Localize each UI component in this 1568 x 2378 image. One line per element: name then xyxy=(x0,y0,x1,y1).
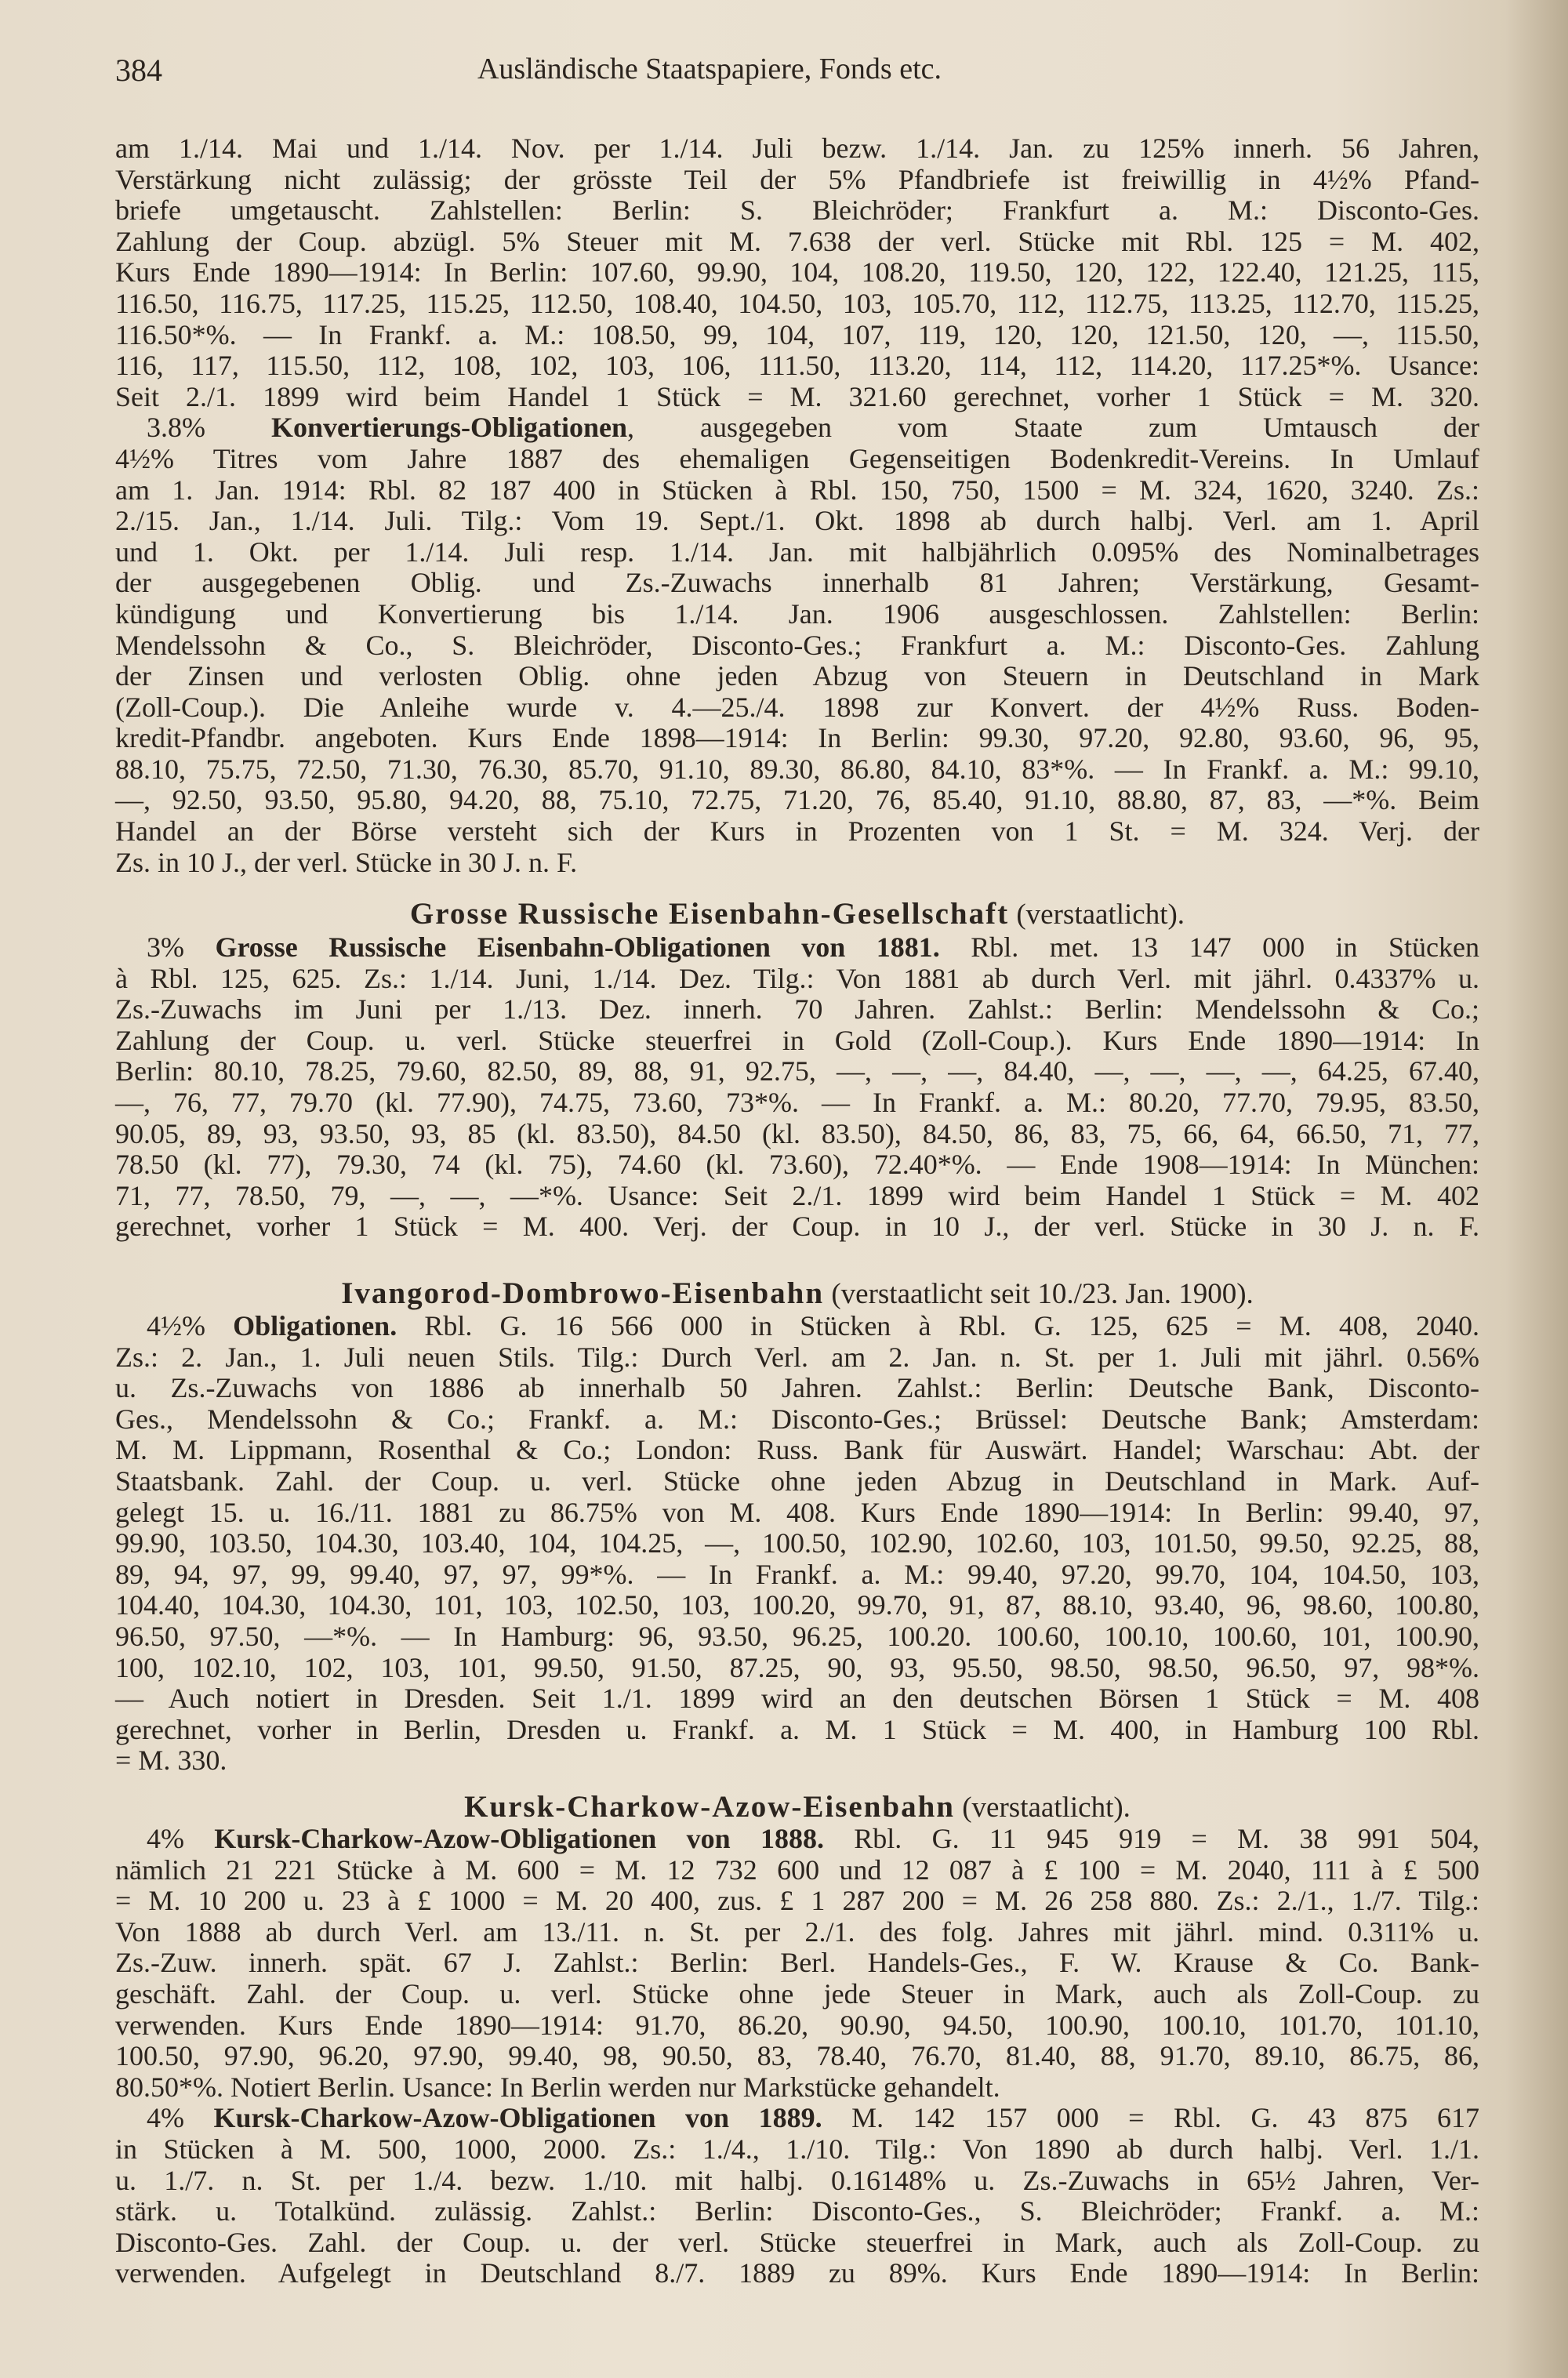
text-segment: 104.40, 104.30, 104.30, 101, 103, 102.50, 103, 100.20, 99.70, 91, 87, 88.10, 93.40, 96, 98.60, 100.80, xyxy=(115,1589,1479,1621)
text-segment: Berlin: 80.10, 78.25, 79.60, 82.50, 89, 88, 91, 92.75, —, —, —, 84.40, —, —, —, —, 64.25, 67.40, xyxy=(115,1055,1479,1087)
text-segment: Zs.-Zuwachs im Juni per 1./13. Dez. innerh. 70 Jahren. Zahlst.: Berlin: Mendelssohn & Co.; xyxy=(115,993,1479,1026)
text-segment: gelegt 15. u. 16./11. 1881 zu 86.75% von M. 408. Kurs Ende 1890—1914: In Berlin: 99.40, 97, xyxy=(115,1496,1479,1528)
text-line xyxy=(115,1342,1479,1374)
text-segment: in Stücken à M. 500, 1000, 2000. Zs.: 1./4., 1./10. Tilg.: Von 1890 ab durch halbj. Verl. 1./1. xyxy=(115,2133,1479,2165)
text-segment: der ausgegebenen Oblig. und Zs.-Zuwachs innerhalb 81 Jahren; Verstärkung, Gesamt- xyxy=(115,567,1479,599)
text-segment: Disconto-Ges. Zahl. der Coup. u. der verl. Stücke steuerfrei in Mark, auch als Zoll-Coup. zu xyxy=(115,2226,1479,2258)
text-line xyxy=(115,537,1479,568)
text-line xyxy=(115,506,1479,537)
text-line xyxy=(115,2041,1479,2072)
text-line xyxy=(115,382,1479,413)
text-segment: M. 142 157 000 = Rbl. G. 43 875 617 xyxy=(822,2102,1479,2134)
bold-title: Grosse Russische Eisenbahn-Obligationen von 1881. xyxy=(215,931,940,963)
text-segment: , ausgegeben vom Staate zum Umtausch der xyxy=(627,412,1479,444)
text-segment: 78.50 (kl. 77), 79.30, 74 (kl. 75), 74.60 (kl. 73.60), 72.40*%. — Ende 1908—1914: In München: xyxy=(115,1149,1479,1181)
text-segment: stärk. u. Totalkünd. zulässig. Zahlst.: Berlin: Disconto-Ges., S. Bleichröder; Frankf. a. M.: xyxy=(115,2195,1479,2227)
text-line xyxy=(115,1026,1479,1057)
text-segment: und 1. Okt. per 1./14. Juli resp. 1./14. Jan. mit halbjährlich 0.095% des Nominalbetrages xyxy=(115,536,1479,568)
text-segment: 116.50*%. — In Frankf. a. M.: 108.50, 99, 104, 107, 119, 120, 120, 121.50, 120, —, 115.50, xyxy=(115,318,1479,350)
text-segment: 4% xyxy=(147,1823,215,1854)
text-line xyxy=(115,1087,1479,1119)
text-line xyxy=(115,2072,1479,2104)
text-line xyxy=(115,932,1479,964)
section-heading-grosse-russische-eisenbahn xyxy=(115,899,1479,930)
text-segment: (verstaatlicht). xyxy=(954,1792,1131,1824)
text-line xyxy=(115,1745,1479,1777)
text-segment: geschäft. Zahl. der Coup. u. verl. Stücke ohne jede Steuer in Mark, auch als Zoll-Coup. zu xyxy=(115,1977,1479,2010)
text-line xyxy=(115,1466,1479,1498)
running-title: Ausländische Staatspapiere, Fonds etc. xyxy=(477,53,942,85)
text-line xyxy=(115,1056,1479,1087)
text-line xyxy=(115,1715,1479,1746)
text-segment: 3% xyxy=(147,931,216,963)
text-line xyxy=(115,1683,1479,1715)
text-line xyxy=(115,848,1479,879)
text-line xyxy=(115,1948,1479,1979)
text-line xyxy=(115,289,1479,320)
text-segment: Zs. in 10 J., der verl. Stücke in 30 J. n. F. xyxy=(115,846,578,878)
text-line xyxy=(115,2010,1479,2042)
text-line xyxy=(115,2258,1479,2289)
text-segment: 99.90, 103.50, 104.30, 103.40, 104, 104.25, —, 100.50, 102.90, 102.60, 103, 101.50, 99.50, 92.25, 88, xyxy=(115,1527,1479,1559)
text-segment: 71, 77, 78.50, 79, —, —, —*%. Usance: Seit 2./1. 1899 wird beim Handel 1 Stück = M. 402 xyxy=(115,1179,1479,1211)
bold-title: Konvertierungs-Obligationen xyxy=(271,412,628,444)
text-segment: Zahlung der Coup. abzügl. 5% Steuer mit M. 7.638 der verl. Stücke mit Rbl. 125 = M. 402, xyxy=(115,225,1479,257)
text-segment: u. Zs.-Zuwachs von 1886 ab innerhalb 50 Jahren. Zahlst.: Berlin: Deutsche Bank, Disconto- xyxy=(115,1372,1479,1404)
text-segment: 4% xyxy=(147,2102,214,2134)
text-line xyxy=(115,165,1479,196)
text-line xyxy=(115,692,1479,724)
text-line xyxy=(115,630,1479,662)
text-segment: 96.50, 97.50, —*%. — In Hamburg: 96, 93.50, 96.25, 100.20. 100.60, 100.10, 100.60, 101, 100.90, xyxy=(115,1620,1479,1652)
text-segment: = M. 330. xyxy=(115,1744,227,1777)
text-line xyxy=(115,1404,1479,1436)
entry-continuation-and-konvertierungs-obligationen xyxy=(115,133,1479,878)
text-segment: am 1./14. Mai und 1./14. Nov. per 1./14. Juli bezw. 1./14. Jan. zu 125% innerh. 56 Jahren, xyxy=(115,133,1479,164)
entry-ivangorod-obligationen xyxy=(115,1311,1479,1777)
bold-title: Kursk-Charkow-Azow-Eisenbahn xyxy=(464,1790,955,1824)
text-line xyxy=(115,568,1479,599)
text-segment: (verstaatlicht). xyxy=(1009,899,1185,931)
section-heading-kursk-charkow-azow xyxy=(115,1792,1479,1823)
text-line xyxy=(115,1590,1479,1621)
text-segment: —, 92.50, 93.50, 95.80, 94.20, 88, 75.10, 72.75, 71.20, 76, 85.40, 91.10, 88.80, 87, 83, —*%. Beim xyxy=(115,784,1479,816)
heading-line xyxy=(115,1792,1479,1823)
text-line xyxy=(115,1979,1479,2010)
text-line xyxy=(115,257,1479,289)
text-line xyxy=(115,412,1479,444)
text-segment: Handel an der Börse versteht sich der Kurs in Prozenten von 1 St. = M. 324. Verj. der xyxy=(115,815,1479,848)
text-segment: 4½% Titres vom Jahre 1887 des ehemaligen Gegenseitigen Bodenkredit-Vereins. In Umlauf xyxy=(115,442,1479,474)
text-segment: Verstärkung nicht zulässig; der grösste Teil der 5% Pfandbriefe ist freiwillig in 4½% Pfand- xyxy=(115,163,1479,195)
text-line xyxy=(115,1528,1479,1559)
text-segment: Rbl. G. 16 566 000 in Stücken à Rbl. G. 125, 625 = M. 408, 2040. xyxy=(397,1310,1479,1341)
text-line xyxy=(115,2227,1479,2259)
text-segment: Kurs Ende 1890—1914: In Berlin: 107.60, 99.90, 104, 108.20, 119.50, 120, 122, 122.40, 121.25, 115, xyxy=(115,256,1479,289)
text-line xyxy=(115,475,1479,506)
text-segment: 90.05, 89, 93, 93.50, 93, 85 (kl. 83.50), 84.50 (kl. 83.50), 84.50, 86, 83, 75, 66, 64, 66.50, 71, 77, xyxy=(115,1117,1479,1149)
text-segment: nämlich 21 221 Stücke à M. 600 = M. 12 732 600 und 12 087 à £ 100 = M. 2040, 111 à £ 500 xyxy=(115,1853,1479,1886)
text-line xyxy=(115,2166,1479,2197)
text-segment: 4½% xyxy=(147,1310,234,1341)
entry-grosse-russische-obligationen xyxy=(115,932,1479,1243)
text-segment: à Rbl. 125, 625. Zs.: 1./14. Juni, 1./14. Dez. Tilg.: Von 1881 ab durch Verl. mit jährl. 0.4337% u. xyxy=(115,962,1479,994)
bold-title: Kursk-Charkow-Azow-Obligationen von 1889. xyxy=(213,2102,822,2134)
text-line xyxy=(115,723,1479,754)
section-heading-ivangorod-dombrowo xyxy=(115,1278,1479,1309)
text-segment: u. 1./7. n. St. per 1./4. bezw. 1./10. mit halbj. 0.16148% u. Zs.-Zuwachs in 65½ Jahren, Ver- xyxy=(115,2164,1479,2196)
bold-title: Grosse Russische Eisenbahn-Gesellschaft xyxy=(409,897,1010,931)
text-segment: 89, 94, 97, 99, 99.40, 97, 97, 99*%. — In Frankf. a. M.: 99.40, 97.20, 99.70, 104, 104.50, 103, xyxy=(115,1558,1479,1590)
text-segment: Von 1888 ab durch Verl. am 13./11. n. St. per 2./1. des folg. Jahres mit jährl. mind. 0.311% u. xyxy=(115,1915,1479,1948)
text-line xyxy=(115,1149,1479,1181)
text-line xyxy=(115,964,1479,995)
text-line xyxy=(115,1181,1479,1212)
text-line xyxy=(115,661,1479,692)
text-segment: —, 76, 77, 79.70 (kl. 77.90), 74.75, 73.60, 73*%. — In Frankf. a. M.: 80.20, 77.70, 79.95, 83.50, xyxy=(115,1086,1479,1118)
text-line xyxy=(115,1435,1479,1466)
text-line xyxy=(115,994,1479,1026)
text-segment: gerechnet, vorher 1 Stück = M. 400. Verj. der Coup. in 10 J., der verl. Stücke in 30 J. n. F. xyxy=(115,1211,1479,1243)
text-segment: = M. 10 200 u. 23 à £ 1000 = M. 20 400, zus. £ 1 287 200 = M. 26 258 880. Zs.: 2./1., 1./7. Tilg.: xyxy=(115,1885,1479,1917)
text-line xyxy=(115,1855,1479,1886)
text-line xyxy=(115,2134,1479,2166)
entry-kursk-charkow-azow-obligationen xyxy=(115,1824,1479,2289)
text-line xyxy=(115,1498,1479,1529)
text-line xyxy=(115,1824,1479,1855)
text-segment: gerechnet, vorher in Berlin, Dresden u. Frankf. a. M. 1 Stück = M. 400, in Hamburg 100 Rbl. xyxy=(115,1713,1479,1745)
text-segment: verwenden. Kurs Ende 1890—1914: 91.70, 86.20, 90.90, 94.50, 100.90, 100.10, 101.70, 101.10, xyxy=(115,2009,1479,2041)
text-segment: 100.50, 97.90, 96.20, 97.90, 99.40, 98, 90.50, 83, 78.40, 76.70, 81.40, 88, 91.70, 89.10, 86.75, 86, xyxy=(115,2040,1479,2072)
text-line xyxy=(115,816,1479,848)
text-segment: kündigung und Konvertierung bis 1./14. Jan. 1906 ausgeschlossen. Zahlstellen: Berlin: xyxy=(115,597,1479,630)
text-segment: Zs.: 2. Jan., 1. Juli neuen Stils. Tilg.: Durch Verl. am 2. Jan. n. St. per 1. Juli mit jährl. 0.56% xyxy=(115,1341,1479,1373)
text-line xyxy=(115,350,1479,382)
text-segment: kredit-Pfandbr. angeboten. Kurs Ende 1898—1914: In Berlin: 99.30, 97.20, 92.80, 93.60, 96, 95, xyxy=(115,722,1479,754)
heading-line xyxy=(115,899,1479,930)
text-segment: Mendelssohn & Co., S. Bleichröder, Disconto-Ges.; Frankfurt a. M.: Disconto-Ges. Zahlung xyxy=(115,629,1479,661)
text-segment: am 1. Jan. 1914: Rbl. 82 187 400 in Stücken à Rbl. 150, 750, 1500 = M. 324, 1620, 3240. Zs.: xyxy=(115,474,1479,506)
text-segment: (Zoll-Coup.). Die Anleihe wurde v. 4.—25./4. 1898 zur Konvert. der 4½% Russ. Boden- xyxy=(115,691,1479,723)
text-line xyxy=(115,1559,1479,1591)
text-line xyxy=(115,1653,1479,1684)
text-segment: — Auch notiert in Dresden. Seit 1./1. 1899 wird an den deutschen Börsen 1 Stück = M. 408 xyxy=(115,1683,1479,1715)
text-segment: 3.8% xyxy=(147,412,272,444)
text-segment: der Zinsen und verlosten Oblig. ohne jeden Abzug von Steuern in Deutschland in Mark xyxy=(115,660,1479,692)
text-segment: 116, 117, 115.50, 112, 108, 102, 103, 106, 111.50, 113.20, 114, 112, 114.20, 117.25*%. Usance: xyxy=(115,350,1479,382)
text-segment: Zs.-Zuw. innerh. spät. 67 J. Zahlst.: Berlin: Berl. Handels-Ges., F. W. Krause & Co. Bank- xyxy=(115,1947,1479,1979)
text-line xyxy=(115,1211,1479,1243)
text-line xyxy=(115,754,1479,786)
text-segment: 80.50*%. Notiert Berlin. Usance: In Berlin werden nur Markstücke gehandelt. xyxy=(115,2071,1000,2103)
text-segment: 116.50, 116.75, 117.25, 115.25, 112.50, 108.40, 104.50, 103, 105.70, 112, 112.75, 113.25, 112.70, 115.25, xyxy=(115,287,1479,319)
page-number: 384 xyxy=(115,53,162,88)
text-line xyxy=(115,133,1479,165)
text-segment: Staatsbank. Zahl. der Coup. u. verl. Stücke ohne jeden Abzug in Deutschland in Mark. Auf- xyxy=(115,1465,1479,1497)
text-segment: verwenden. Aufgelegt in Deutschland 8./7. 1889 zu 89%. Kurs Ende 1890—1914: In Berlin: xyxy=(115,2257,1479,2289)
text-line xyxy=(115,1119,1479,1150)
text-line xyxy=(115,599,1479,630)
text-line xyxy=(115,1373,1479,1404)
text-line xyxy=(115,444,1479,475)
text-segment: 2./15. Jan., 1./14. Juli. Tilg.: Vom 19. Sept./1. Okt. 1898 ab durch halbj. Verl. am 1. April xyxy=(115,505,1479,537)
heading-line xyxy=(115,1278,1479,1309)
text-line xyxy=(115,1917,1479,1948)
text-segment: 88.10, 75.75, 72.50, 71.30, 76.30, 85.70, 91.10, 89.30, 86.80, 84.10, 83*%. — In Frankf. a. M.: 99.10, xyxy=(115,753,1479,785)
text-line xyxy=(115,1886,1479,1917)
text-line xyxy=(115,785,1479,816)
text-segment: M. M. Lippmann, Rosenthal & Co.; London: Russ. Bank für Auswärt. Handel; Warschau: Abt. der xyxy=(115,1434,1479,1466)
bold-title: Ivangorod-Dombrowo-Eisenbahn xyxy=(341,1276,825,1310)
text-segment: (verstaatlicht seit 10./23. Jan. 1900). xyxy=(824,1278,1254,1310)
text-segment: Seit 2./1. 1899 wird beim Handel 1 Stück = M. 321.60 gerechnet, vorher 1 Stück = M. 320. xyxy=(115,380,1479,412)
text-segment: Zahlung der Coup. u. verl. Stücke steuerfrei in Gold (Zoll-Coup.). Kurs Ende 1890—1914: In xyxy=(115,1024,1479,1056)
text-line xyxy=(115,2196,1479,2227)
text-segment: briefe umgetauscht. Zahlstellen: Berlin: S. Bleichröder; Frankfurt a. M.: Disconto-Ges. xyxy=(115,194,1479,227)
text-line xyxy=(115,195,1479,227)
text-line xyxy=(115,227,1479,258)
text-line xyxy=(115,320,1479,351)
text-segment: 100, 102.10, 102, 103, 101, 99.50, 91.50, 87.25, 90, 93, 95.50, 98.50, 98.50, 96.50, 97, 98*%. xyxy=(115,1651,1479,1683)
text-line xyxy=(115,1621,1479,1653)
text-line xyxy=(115,1311,1479,1342)
bold-title: Obligationen. xyxy=(233,1310,397,1341)
text-segment: Rbl. G. 11 945 919 = M. 38 991 504, xyxy=(823,1823,1479,1854)
bold-title: Kursk-Charkow-Azow-Obligationen von 1888. xyxy=(214,1823,824,1854)
text-segment: Ges., Mendelssohn & Co.; Frankf. a. M.: Disconto-Ges.; Brüssel: Deutsche Bank; Amsterdam: xyxy=(115,1403,1479,1435)
text-line xyxy=(115,2103,1479,2134)
text-segment: Rbl. met. 13 147 000 in Stücken xyxy=(939,931,1479,963)
